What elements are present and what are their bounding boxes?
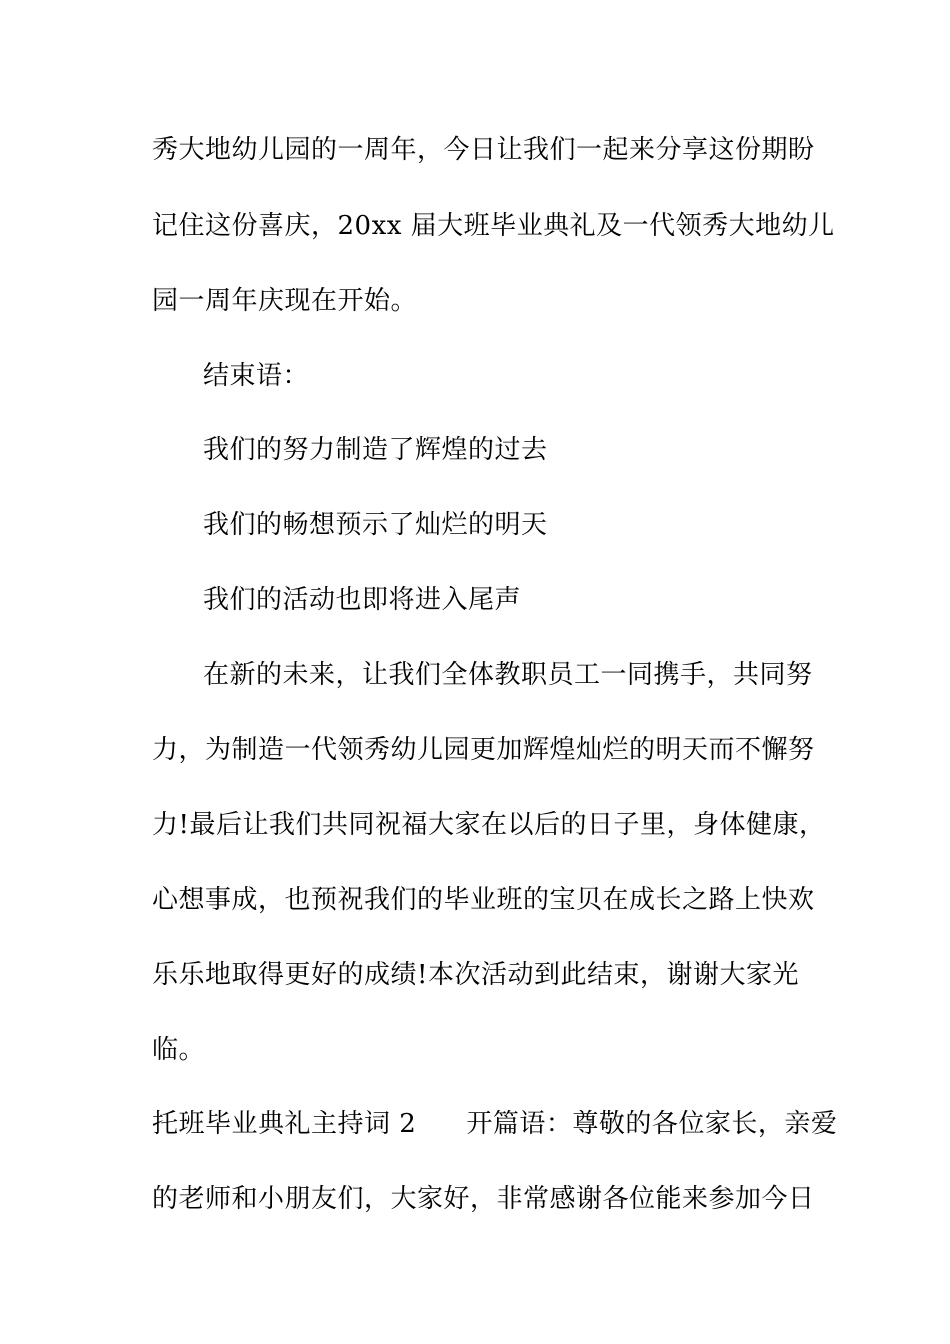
section-title: 托班毕业典礼主持词 2 (152, 1109, 417, 1139)
section-first-line: 开篇语：尊敬的各位家长，亲爱 (466, 1109, 838, 1139)
text-line: 我们的活动也即将进入尾声 (203, 585, 522, 615)
text-line: 秀大地幼儿园的一周年，今日让我们一起来分享这份期盼 (152, 135, 815, 165)
text-line: 的老师和小朋友们，大家好，非常感谢各位能来参加今日 (152, 1184, 815, 1214)
paragraph-first-line: 在新的未来，让我们全体教职员工一同携手，共同努 (203, 660, 813, 690)
text-line: 临。 (152, 1035, 206, 1065)
text-line: 乐乐地取得更好的成绩!本次活动到此结束，谢谢大家光 (152, 960, 799, 990)
text-line: 心想事成，也预祝我们的毕业班的宝贝在成长之路上快欢 (152, 885, 815, 915)
text-line: 我们的畅想预示了灿烂的明天 (203, 510, 548, 540)
text-line: 记住这份喜庆，20xx 届大班毕业典礼及一代领秀大地幼儿 (152, 211, 835, 241)
text-line: 园一周年庆现在开始。 (152, 286, 418, 316)
text-line: 我们的努力制造了辉煌的过去 (203, 435, 548, 465)
closing-remarks-heading: 结束语： (203, 361, 310, 391)
text-line: 力，为制造一代领秀幼儿园更加辉煌灿烂的明天而不懈努 (152, 735, 815, 765)
text-line: 力!最后让我们共同祝福大家在以后的日子里，身体健康， (152, 810, 826, 840)
section-heading-line (152, 1107, 837, 1141)
